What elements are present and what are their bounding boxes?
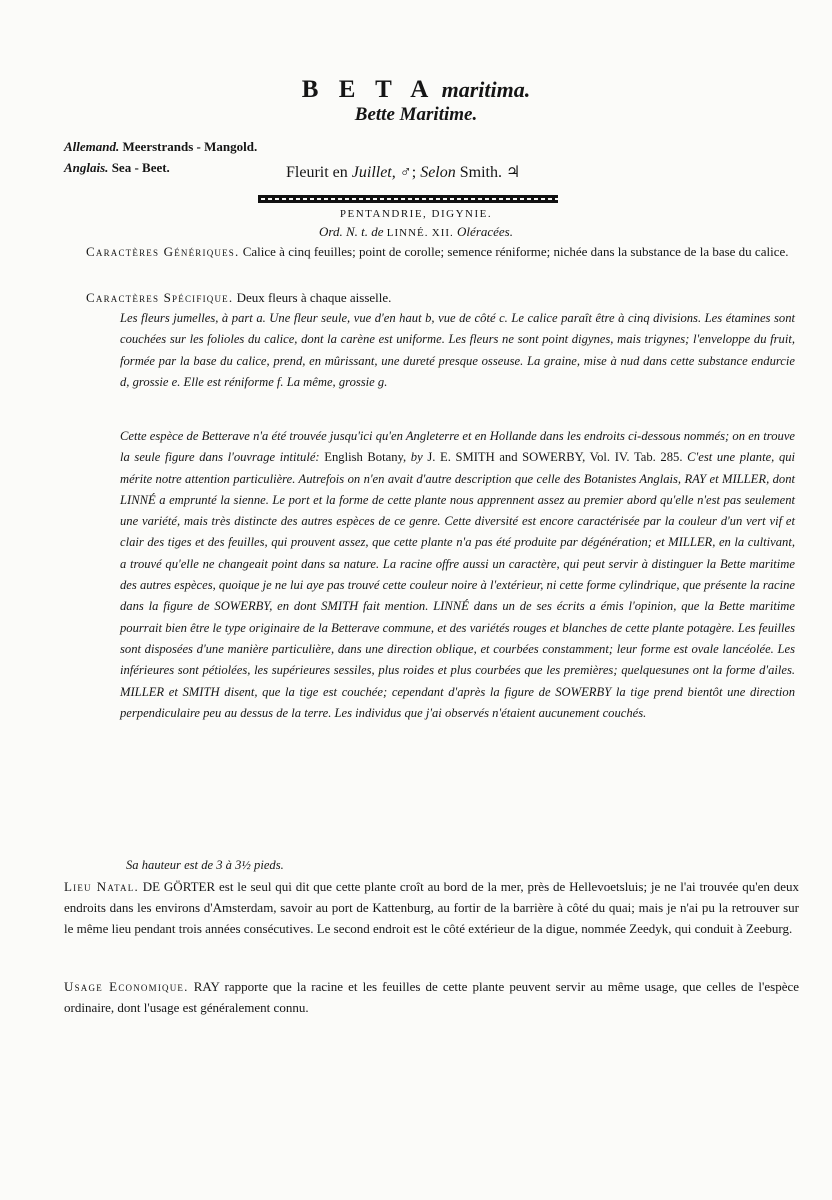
name-german: Allemand. Meerstrands - Mangold. — [64, 139, 258, 154]
decorative-rule — [258, 195, 558, 203]
generic-text: Calice à cinq feuilles; point de corolle; semence réniforme; nichée dans la substance de la base du calice. — [242, 244, 789, 259]
specific-text: Deux fleurs à chaque aisselle. — [236, 290, 392, 305]
specific-label: Caractères Spécifique. — [86, 290, 234, 305]
usage-label: Usage Economique. — [64, 979, 189, 994]
common-names — [64, 136, 257, 178]
habitat-text: DE GÖRTER est le seul qui dit que cette plante croît au bord de la mer, près de Hellevoetsluis; je ne l'ai trouvée qu'en deux endroits dans les environs d'Amsterdam, savoir au port de Kattenburg, au fortir de la barrière à côté du quai; mais je n'ai pu la retrouver sur le même lieu pendant trois années consécutives. Le second endroit est le côté extérieur de la digue, nommée Zeedyk, qui conduit à Zeeburg. — [64, 879, 799, 936]
generic-characters — [64, 241, 799, 262]
french-name: Bette Maritime. — [354, 104, 478, 125]
habitat-label: Lieu Natal. — [64, 879, 139, 894]
perennial-symbol-icon: ♃ — [505, 164, 521, 181]
species-name: maritima. — [441, 77, 531, 102]
name-english: Anglais. Sea - Beet. — [64, 160, 170, 175]
usage-text: RAY rapporte que la racine et les feuilles de cette plante peuvent servir au même usage, que celles de l'espèce ordinaire, dont l'usage est généralement connu. — [64, 979, 800, 1015]
economic-usage — [64, 976, 799, 1018]
classification: PENTANDRIE, DIGYNIE. — [339, 208, 493, 220]
flowering-line: Fleurit en Juillet, ♂; Selon Smith. ♃ — [286, 164, 521, 181]
habitat — [64, 876, 799, 939]
genus-name: B E T A — [301, 76, 436, 103]
flower-description: Les fleurs jumelles, à part a. Une fleur seule, vue d'en haut b, vue de côté c. Le calice paraît être à cinq divisions. Les étamines sont couchées sur les folioles du calice, dont la carène est uniforme. Les fleurs ne sont point digynes, mais trigynes; l'enveloppe du fruit, formée par la base du calice, prend, en mûrissant, une dureté presque osseuse. La graine, mise à nud dans cette substance endurcie d, grossie e. Elle est réniforme f. La même, grossie g. — [120, 311, 795, 389]
species-discussion: Cette espèce de Betterave n'a été trouvée jusqu'ici qu'en Angleterre et en Hollande dans les endroits ci-dessous nommés; on en trouve la seule figure dans l'ouvrage intitulé: English Botany, by J. E. SMITH and SOWERBY, Vol. IV. Tab. 285. C'est une plante, qui mérite notre attention particulière. Autrefois on n'en avait d'autre description que celle des Botanistes Anglais, RAY et MILLER, dont LINNÉ a emprunté la sienne. Le port et la forme de cette plante nous apprennent assez au premier abord qu'elle n'est pas seulement une variété, mais très distincte des autres espèces de ce genre. Cette diversité est encore caractérisée par la couleur d'un vert vif et clair des tiges et des feuilles, qui prouvent assez, que cette plante n'a pas été produite par dégénération; et MILLER, en la cultivant, a trouvé qu'elle ne changeait point dans sa nature. La racine offre aussi un caractère, qui peut servir à distinguer la Bette maritime des autres espèces, quoique je ne lui aye pas trouvé cette couleur noire à l'extérieur, ni cette forme cylindrique, que présente la racine dans la figure de SOWERBY, en dont SMITH fait mention. LINNÉ dans un de ses écrits a émis l'opinion, que la Bette maritime pourrait bien être le type originaire de la Betterave commune, et des variétés rouges et blanches de cette plante potagère. Les feuilles sont disposées d'une manière particulière, dans une direction oblique, et courbées constamment; leur forme est ovale lancéolée. Les inférieures sont pétiolées, les supérieures sessiles, plus roides et plus courbées que les premières; quelquesunes ont la forme d'ailes. MILLER et SMITH disent, que la tige est couchée; cependant d'après la figure de SOWERBY la tige prend bientôt une direction perpendiculaire peu au dessus de la terre. Les individus que j'ai observés n'étaient aucunement couchés. — [120, 429, 796, 720]
male-symbol-icon: ♂; — [399, 164, 417, 181]
generic-label: Caractères Génériques. — [86, 244, 240, 259]
specific-characters — [86, 287, 786, 308]
page-title — [0, 76, 832, 104]
plant-height: Sa hauteur est de 3 à 3½ pieds. — [126, 858, 284, 872]
natural-order: Ord. N. t. de LINNÉ. XII. Oléracées. — [318, 224, 513, 239]
